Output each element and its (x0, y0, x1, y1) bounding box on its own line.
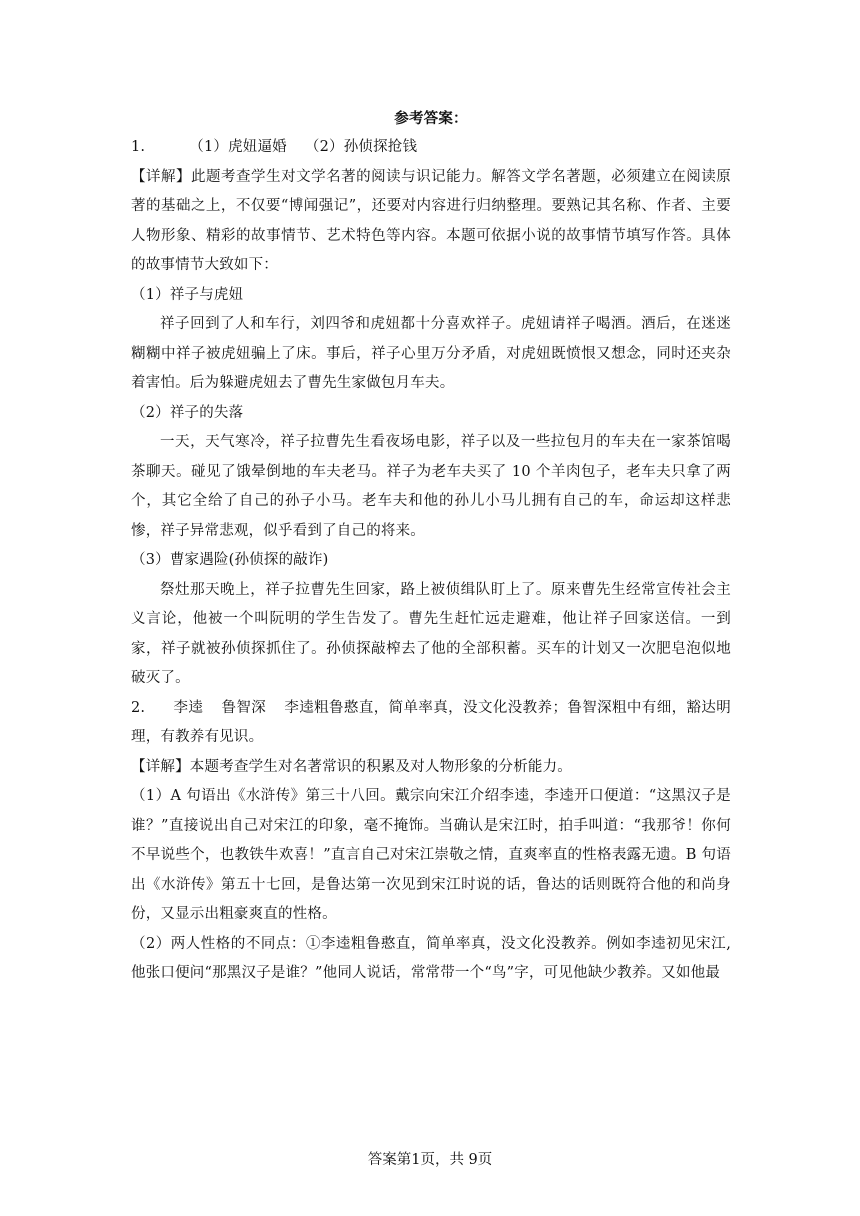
page-footer: 答案第1页，共 9页 (367, 1152, 493, 1168)
q2-name-a: 李逵 (173, 699, 204, 716)
page-title: 参考答案： (394, 110, 468, 127)
page-content (131, 104, 731, 989)
q1-answer-a: （1）虎妞逼婚 (189, 139, 287, 155)
q2-part1: （1）A 句语出《水浒传》第三十八回。戴宗向宋江介绍李逵，李逵开口便道：“这黑汉子是谁？”直接说出自己对宋江的印象，毫不掩饰。当确认是宋江时，拍手叫道：“我那爷！你何不早说些个，也教铁牛欢喜！”直言自己对宋江崇敬之情，直爽率直的性格表露无遗。B 句语出《水浒传》第五十七回，是鲁达第一次见到宋江时说的话，鲁达的话则既符合他的和尚身份，又显示出粗豪爽直的性格。 (131, 788, 731, 922)
q1-section2-title: （2）祥子的失落 (131, 404, 244, 421)
q1-detail: 【详解】此题考查学生对文学名著的阅读与识记能力。解答文学名著题，必须建立在阅读原著的基础之上，不仅要“博闻强记”，还要对内容进行归纳整理。要熟记其名称、作者、主要人物形象、精彩的故事情节、艺术特色等内容。本题可依据小说的故事情节填写作答。具体的故事情节大致如下： (131, 168, 731, 273)
q2-detail: 【详解】本题考查学生对名著常识的积累及对人物形象的分析能力。 (131, 758, 572, 775)
q1-answer-b: （2）孙侦探抢钱 (304, 139, 418, 155)
q1-section2-text: 一天，天气寒冷，祥子拉曹先生看夜场电影，祥子以及一些拉包月的车夫在一家茶馆喝茶聊天。碰见了饿晕倒地的车夫老马。祥子为老车夫买了 10 个羊肉包子，老车夫只拿了两个，其它全给了自己的孙子小马。老车夫和他的孙儿小马儿拥有自己的车，命运却这样悲惨，祥子异常悲观，似乎看到了自己的将来。 (131, 434, 731, 539)
q1-number: 1. (131, 139, 146, 155)
q2-part2: （2）两人性格的不同点：①李逵粗鲁憨直，简单率真，没文化没教养。例如李逵初见宋江,他张口便问“那黑汉子是谁？”他同人说话，常常带一个“鸟”字，可见他缺少教养。又如他最 (131, 935, 731, 981)
q1-section1-title: （1）祥子与虎妞 (131, 286, 244, 303)
q1-section1-text: 祥子回到了人和车行，刘四爷和虎妞都十分喜欢祥子。虎妞请祥子喝酒。酒后，在迷迷糊糊中祥子被虎妞骗上了床。事后，祥子心里万分矛盾，对虎妞既愤恨又想念，同时还夹杂着害怕。后为躲避虎妞去了曹先生家做包月车夫。 (131, 316, 731, 391)
q2-number: 2. (131, 699, 146, 716)
q2-name-b: 鲁智深 (221, 699, 267, 716)
q2-answer-text: 李逵粗鲁憨直，简单率真，没文化没教养；鲁智深粗中有细，豁达明理，有教养有见识。 (131, 699, 732, 745)
q1-section3-title: （3）曹家遇险(孙侦探的敲诈) (131, 552, 329, 568)
q1-section3-text: 祭灶那天晚上，祥子拉曹先生回家，路上被侦缉队盯上了。原来曹先生经常宣传社会主义言论，他被一个叫阮明的学生告发了。曹先生赶忙远走避难，他让祥子回家送信。一到家，祥子就被孙侦探抓住了。孙侦探敲榨去了他的全部积蓄。买车的计划又一次肥皂泡似地破灭了。 (131, 581, 731, 686)
q2-answer (131, 694, 731, 753)
q1-answer-line (131, 133, 731, 163)
